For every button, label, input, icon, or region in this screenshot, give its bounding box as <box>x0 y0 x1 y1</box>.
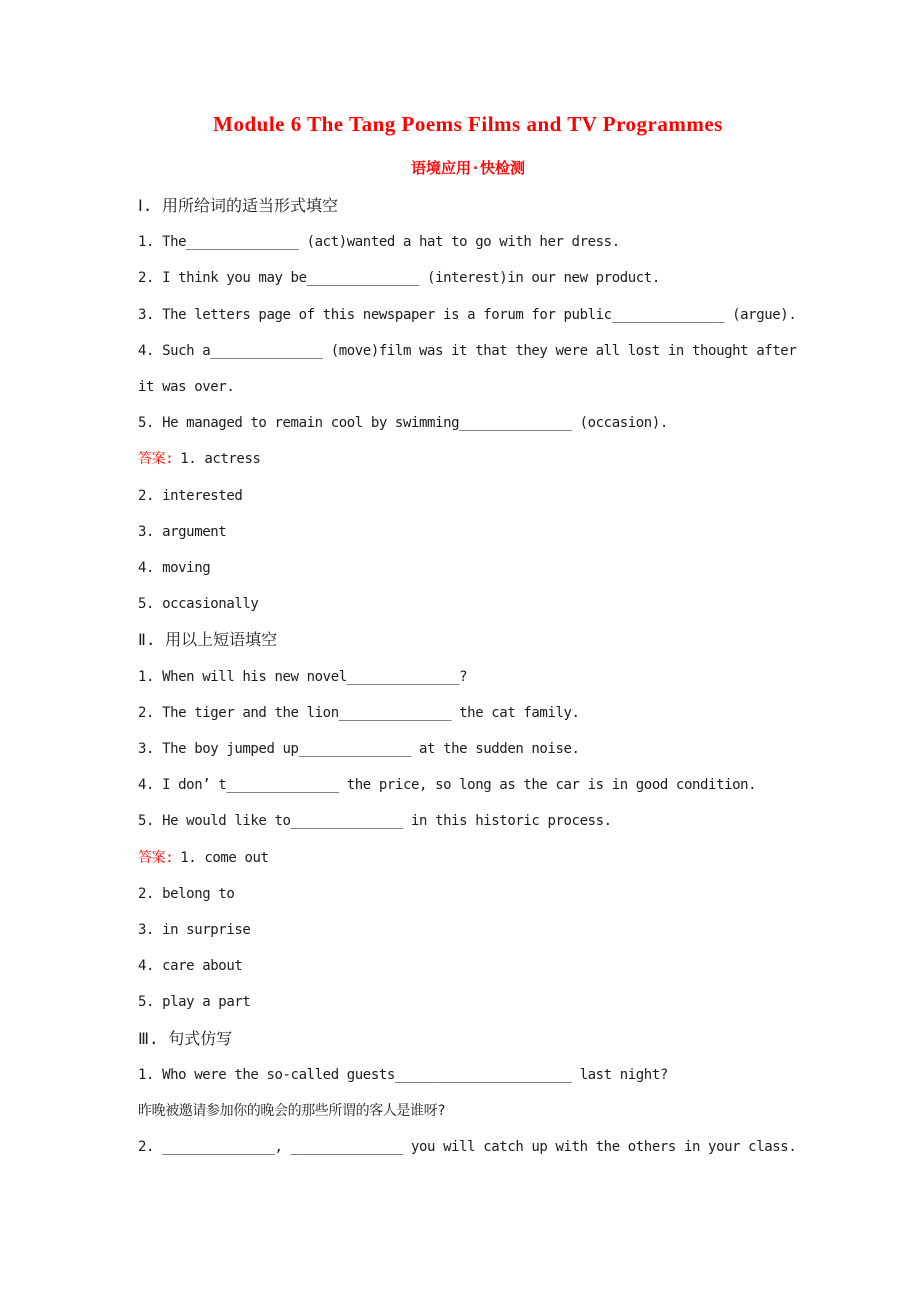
section2-question-3: 3. The boy jumped up______________ at the sudden noise. <box>138 741 580 758</box>
section1-answer-1: 1. actress <box>180 451 261 468</box>
section2-question-4: 4. I don’ t______________ the price, so long as the car is in good condition. <box>138 777 757 794</box>
section1-answer-5: 5. occasionally <box>138 596 259 613</box>
section1-question-1: 1. The______________ (act)wanted a hat to go with her dress. <box>138 234 620 251</box>
section1-answers-line-1 <box>138 441 798 477</box>
section1-question-4: 4. Such a______________ (move)film was it that they were all lost in thought after it was over. <box>138 342 797 396</box>
section1-answer-2: 2. interested <box>138 487 243 504</box>
section2-question-1: 1. When will his new novel______________? <box>138 668 468 685</box>
section1-question-2: 2. I think you may be______________ (interest)in our new product. <box>138 270 660 287</box>
section2-answer-2: 2. belong to <box>138 885 235 902</box>
section1-answer-3: 3. argument <box>138 523 227 540</box>
section2-question-5: 5. He would like to______________ in this historic process. <box>138 813 612 830</box>
section2-answer-4: 4. care about <box>138 958 243 975</box>
section3-question-2: 2. ______________, ______________ you will catch up with the others in your class. <box>138 1139 797 1156</box>
page-title: Module 6 The Tang Poems Films and TV Programmes <box>213 112 723 136</box>
section1-answer-4: 4. moving <box>138 560 211 577</box>
section2-answers-line-1 <box>138 840 798 876</box>
section2-answers-label: 答案: <box>138 849 174 866</box>
section2-answer-1: 1. come out <box>180 849 269 866</box>
section3-question-1: 1. Who were the so-called guests______________________ last night? <box>138 1066 668 1083</box>
section2-heading: Ⅱ. 用以上短语填空 <box>138 630 278 650</box>
section1-question-5: 5. He managed to remain cool by swimming______________ (occasion). <box>138 415 668 432</box>
page-subtitle: 语境应用·快检测 <box>410 159 526 177</box>
section2-answer-5: 5. play a part <box>138 994 251 1011</box>
section3-heading: Ⅲ. 句式仿写 <box>138 1028 233 1048</box>
section1-answers-label: 答案: <box>138 451 174 468</box>
section1-question-3: 3. The letters page of this newspaper is a forum for public______________ (argue). <box>138 306 797 323</box>
section2-question-2: 2. The tiger and the lion______________ the cat family. <box>138 704 580 721</box>
section1-heading: Ⅰ. 用所给词的适当形式填空 <box>138 196 338 215</box>
section2-answer-3: 3. in surprise <box>138 922 251 939</box>
section3-translation-1: 昨晚被邀请参加你的晚会的那些所谓的客人是谁呀? <box>138 1103 446 1120</box>
